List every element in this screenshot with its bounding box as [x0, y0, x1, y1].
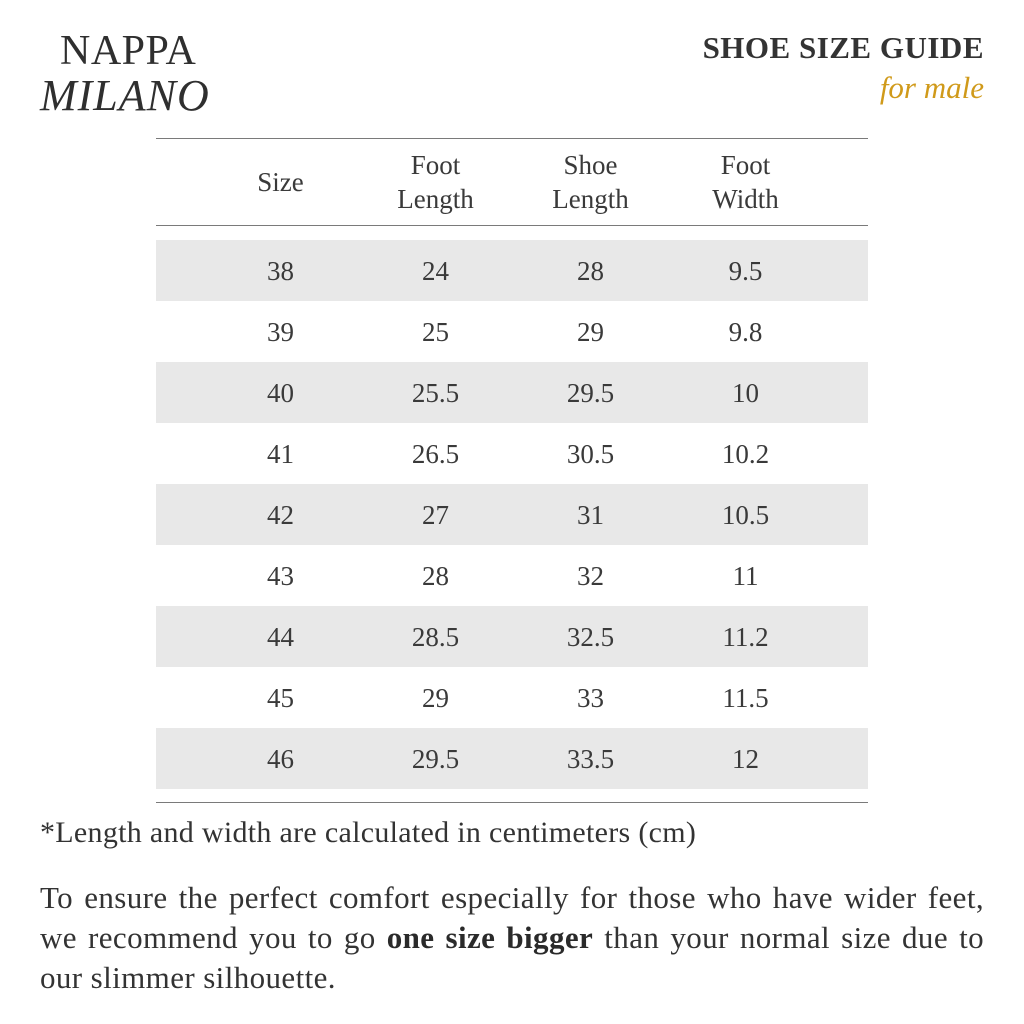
header-size-label: Size [257, 167, 304, 197]
header-foot-length-line1: Foot [410, 150, 461, 180]
header-shoe-length-line1: Shoe [563, 150, 618, 180]
table-header-row [156, 139, 868, 225]
brand-name-line2: MILANO [40, 71, 210, 120]
header-foot-width-line1: Foot [720, 150, 771, 180]
cell-foot-width: 9.8 [728, 316, 763, 347]
cell-foot-length: 28.5 [411, 621, 460, 652]
cell-shoe-length: 32.5 [566, 621, 615, 652]
cell-foot-length: 24 [422, 255, 449, 286]
table-row [156, 484, 868, 545]
guide-title: SHOE SIZE GUIDE [702, 30, 984, 65]
table-row [156, 240, 868, 301]
cell-foot-width: 11.2 [722, 621, 769, 652]
cell-size: 45 [267, 682, 294, 713]
units-note: *Length and width are calculated in centimeters (cm) [40, 816, 697, 849]
cell-size: 39 [267, 316, 294, 347]
header-foot-width-line2: Width [712, 184, 779, 214]
cell-shoe-length: 33.5 [566, 743, 615, 774]
brand-logo [40, 30, 210, 118]
cell-size: 40 [267, 377, 294, 408]
cell-foot-width: 9.5 [728, 255, 763, 286]
header-shoe-length [513, 148, 668, 216]
cell-shoe-length: 33 [577, 682, 604, 713]
fit-recommendation [40, 878, 984, 998]
cell-size: 41 [267, 438, 294, 469]
cell-size: 43 [267, 560, 294, 591]
header-foot-width [668, 148, 823, 216]
cell-foot-width: 10.5 [721, 499, 770, 530]
size-table [156, 138, 868, 803]
cell-foot-length: 28 [422, 560, 449, 591]
table-row [156, 728, 868, 789]
recommendation-text-start: To ensure the perfect comfort especially for those who have wider feet, we recommend you to go [40, 880, 984, 955]
table-row [156, 423, 868, 484]
cell-shoe-length: 31 [577, 499, 604, 530]
cell-size: 42 [267, 499, 294, 530]
table-body [156, 240, 868, 789]
cell-foot-width: 10 [732, 377, 759, 408]
table-row [156, 606, 868, 667]
cell-foot-length: 29 [422, 682, 449, 713]
cell-shoe-length: 30.5 [566, 438, 615, 469]
recommendation-emphasis: one size bigger [386, 920, 594, 955]
cell-shoe-length: 28 [577, 255, 604, 286]
cell-foot-length: 26.5 [411, 438, 460, 469]
header-size [203, 165, 358, 199]
header-shoe-length-line2: Length [552, 184, 629, 214]
cell-shoe-length: 32 [577, 560, 604, 591]
cell-shoe-length: 29 [577, 316, 604, 347]
header-foot-length-line2: Length [397, 184, 474, 214]
cell-foot-length: 27 [422, 499, 449, 530]
guide-heading [703, 30, 984, 106]
cell-shoe-length: 29.5 [566, 377, 615, 408]
brand-name-line1: NAPPA [60, 28, 197, 74]
table-row [156, 301, 868, 362]
cell-size: 46 [267, 743, 294, 774]
cell-foot-length: 25 [422, 316, 449, 347]
table-row [156, 362, 868, 423]
cell-foot-length: 25.5 [411, 377, 460, 408]
cell-foot-width: 11 [732, 560, 759, 591]
cell-foot-width: 11.5 [722, 682, 769, 713]
cell-size: 44 [267, 621, 294, 652]
guide-subtitle: for male [879, 70, 984, 105]
recommendation-text-end: than your normal size due to our slimmer silhouette. [40, 920, 984, 995]
cell-foot-length: 29.5 [411, 743, 460, 774]
table-row [156, 545, 868, 606]
table-bottom-rule [156, 802, 868, 803]
header-foot-length [358, 148, 513, 216]
cell-foot-width: 10.2 [721, 438, 770, 469]
cell-size: 38 [267, 255, 294, 286]
table-row [156, 667, 868, 728]
cell-foot-width: 12 [732, 743, 759, 774]
